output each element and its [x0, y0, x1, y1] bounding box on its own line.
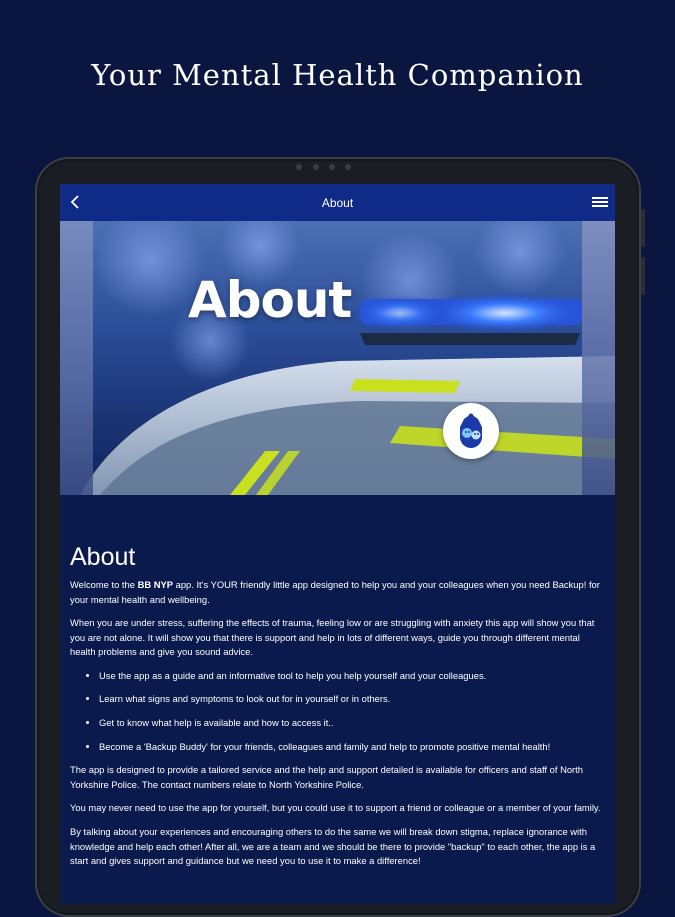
camera-dot	[313, 164, 319, 170]
intro-paragraph: Welcome to the BB NYP app. It's YOUR friendly little app designed to help you and your colleagues when you need Backup! for your mental health and wellbeing.	[70, 579, 600, 605]
list-item: • Become a 'Backup Buddy' for your friends, colleagues and family and help to promote positive mental health!	[99, 740, 604, 755]
paragraph: By talking about your experiences and encouraging others to do the same we will break down stigma, replace ignorance with knowledge and help each other! After all, we are a team and we should be there to provide "backup" to each other, the app is a start and gives support and guidance but we need you to use it to make a difference!	[70, 825, 596, 867]
paragraph: The app is designed to provide a tailored service and the help and support detailed is available for officers and staff of North Yorkshire Police. The contact numbers relate to North Yorkshire Police.	[70, 764, 583, 790]
app-bar-title: About	[321, 195, 354, 210]
menu-button[interactable]	[592, 194, 608, 210]
hero-banner	[60, 221, 615, 495]
app-bar	[60, 184, 615, 221]
police-helmet-logo-icon	[451, 411, 491, 451]
list-item: • Use the app as a guide and an informative tool to help you help yourself and your colleagues.	[99, 669, 604, 684]
headline: Your Mental Health Companion	[91, 58, 584, 92]
hamburger-menu-icon	[592, 197, 608, 199]
paragraph: When you are under stress, suffering the effects of trauma, feeling low or are struggling with anxiety this app will show you that you are not alone. It will show you that there is support and help in lots of different ways, guide you through different mental health problems and give you sound advice.	[70, 617, 595, 658]
chevron-left-icon	[70, 195, 80, 209]
section-heading: About	[70, 543, 136, 571]
list-item: • Learn what signs and symptoms to look out for in yourself or in others.	[99, 692, 604, 707]
app-name: BB NYP	[137, 579, 173, 590]
camera-dot	[345, 164, 351, 170]
side-button	[641, 209, 645, 247]
list-item: • Get to know what help is available and how to access it..	[99, 716, 604, 731]
app-screen	[60, 184, 615, 904]
feature-list	[70, 669, 604, 754]
camera-dot	[296, 164, 302, 170]
back-button[interactable]	[66, 193, 84, 211]
paragraph: You may never need to use the app for yourself, but you could use it to support a friend or colleague or a member of your family.	[70, 802, 601, 814]
hero-title: About	[188, 271, 352, 329]
police-car-image	[60, 221, 615, 495]
logo-badge	[443, 403, 499, 459]
camera-dot	[329, 164, 335, 170]
side-button	[641, 257, 645, 295]
about-content	[60, 495, 615, 869]
